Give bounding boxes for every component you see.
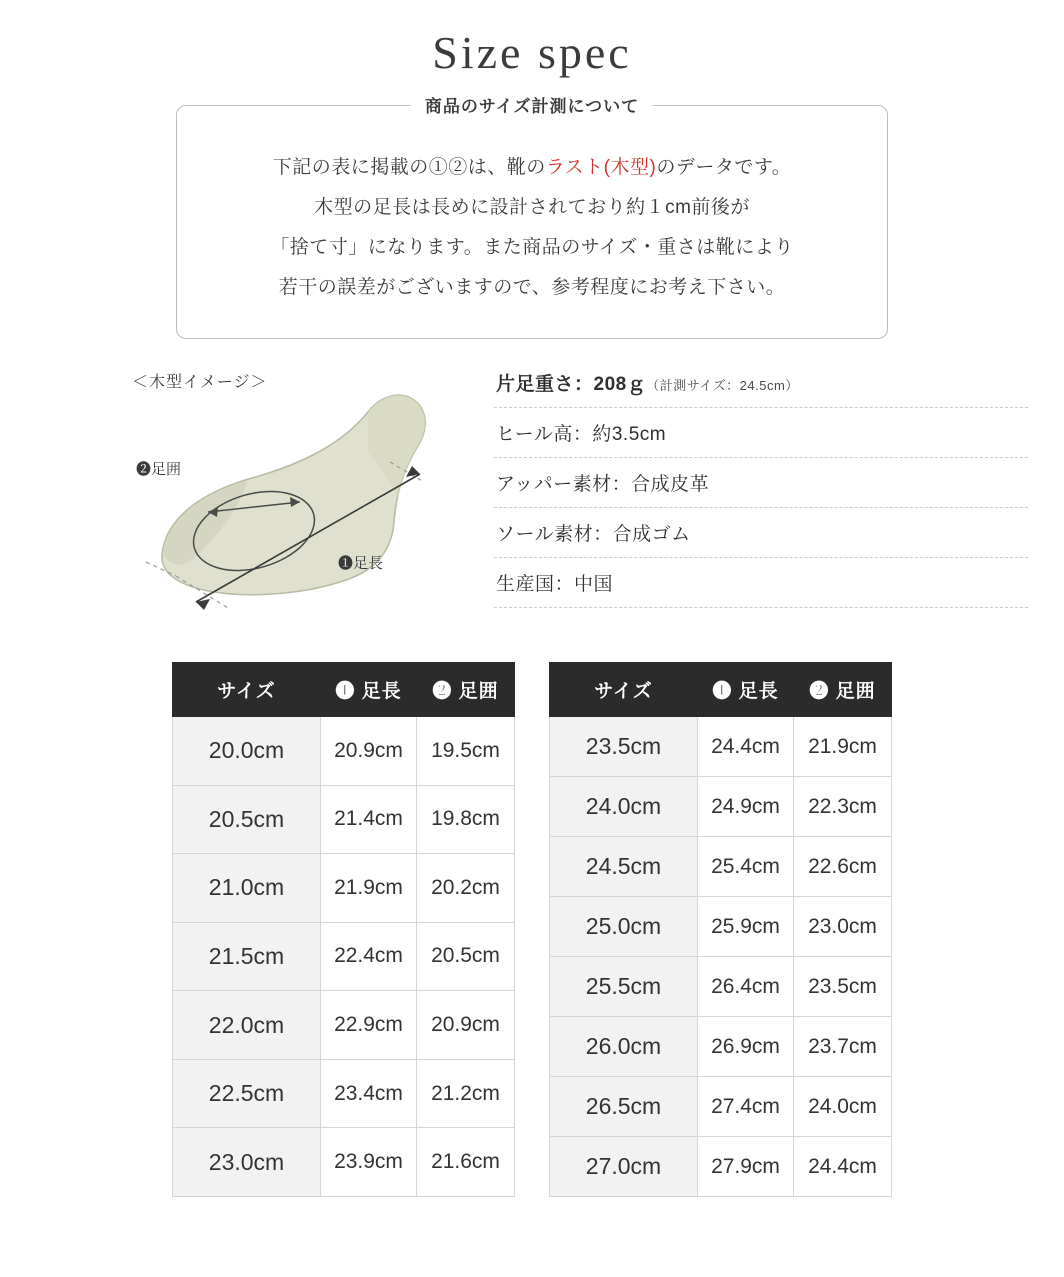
cell-size: 26.0cm [550, 1017, 698, 1077]
note-section [176, 97, 888, 339]
cell-girth: 24.4cm [794, 1137, 892, 1197]
cell-length: 26.9cm [698, 1017, 794, 1077]
cell-girth: 19.8cm [417, 785, 515, 854]
spec-text: ヒール高：約3.5cm [496, 424, 667, 445]
table-row [550, 1077, 892, 1137]
length-label-text: ❶足長 [338, 555, 384, 572]
table-header-length: ❶ 足長 [698, 663, 794, 717]
cell-girth: 20.2cm [417, 854, 515, 923]
note-line-1-highlight: ラスト(木型) [545, 157, 657, 178]
spec-list [476, 361, 1028, 636]
cell-size: 25.5cm [550, 957, 698, 1017]
cell-length: 20.9cm [321, 717, 417, 786]
table-row [173, 854, 515, 923]
spec-row [494, 558, 1028, 608]
cell-size: 23.5cm [550, 717, 698, 777]
cell-length: 22.4cm [321, 922, 417, 991]
cell-girth: 21.6cm [417, 1128, 515, 1197]
size-table-small [172, 662, 515, 1197]
cell-size: 25.0cm [550, 897, 698, 957]
cell-length: 27.9cm [698, 1137, 794, 1197]
cell-girth: 19.5cm [417, 717, 515, 786]
table-header-row [550, 663, 892, 717]
cell-length: 23.4cm [321, 1059, 417, 1128]
cell-girth: 22.3cm [794, 777, 892, 837]
note-line-1-b: のデータです。 [656, 157, 792, 178]
cell-length: 26.4cm [698, 957, 794, 1017]
spec-row [494, 508, 1028, 558]
note-line-2: 木型の足長は長めに設計されており約１cm前後が [314, 197, 750, 218]
cell-size: 27.0cm [550, 1137, 698, 1197]
spec-text: 片足重さ：208ｇ [496, 374, 647, 395]
table-header-length: ❶ 足長 [321, 663, 417, 717]
spec-row [494, 408, 1028, 458]
cell-size: 20.5cm [173, 785, 321, 854]
cell-length: 27.4cm [698, 1077, 794, 1137]
table-row [550, 957, 892, 1017]
cell-girth: 20.5cm [417, 922, 515, 991]
girth-label-text: ❷足囲 [136, 461, 182, 478]
diagram-caption: ＜木型イメージ＞ [132, 374, 268, 391]
table-row [173, 1059, 515, 1128]
note-box [176, 105, 888, 339]
cell-size: 22.0cm [173, 991, 321, 1060]
note-line-4: 若干の誤差がございますので、参考程度にお考え下さい。 [278, 277, 786, 298]
cell-girth: 23.7cm [794, 1017, 892, 1077]
spec-text: アッパー素材：合成皮革 [496, 474, 710, 495]
table-row [173, 1128, 515, 1197]
table-row [550, 777, 892, 837]
table-row [550, 1017, 892, 1077]
spec-row [494, 365, 1028, 408]
cell-size: 20.0cm [173, 717, 321, 786]
cell-length: 24.9cm [698, 777, 794, 837]
table-header-size: サイズ [550, 663, 698, 717]
middle-section [0, 361, 1064, 636]
table-row [550, 897, 892, 957]
shoe-last-illustration [132, 386, 472, 636]
note-legend: 商品のサイズ計測について [411, 92, 653, 117]
spec-text: ソール素材：合成ゴム [496, 524, 691, 545]
last-diagram-panel [36, 361, 476, 636]
note-line-3: 「捨て寸」になります。また商品のサイズ・重さは靴により [270, 237, 794, 258]
cell-size: 21.0cm [173, 854, 321, 923]
cell-girth: 21.2cm [417, 1059, 515, 1128]
table-row [173, 991, 515, 1060]
cell-length: 21.4cm [321, 785, 417, 854]
cell-length: 22.9cm [321, 991, 417, 1060]
size-tables [0, 662, 1064, 1197]
note-line-1 [197, 148, 867, 188]
cell-length: 25.9cm [698, 897, 794, 957]
table-row [550, 837, 892, 897]
table-header-size: サイズ [173, 663, 321, 717]
spec-row [494, 458, 1028, 508]
page-title: Size spec [432, 27, 632, 78]
cell-size: 26.5cm [550, 1077, 698, 1137]
table-row [550, 717, 892, 777]
spec-sub: （計測サイズ：24.5cm） [646, 378, 799, 393]
cell-size: 22.5cm [173, 1059, 321, 1128]
size-table-large [549, 662, 892, 1197]
table-row [173, 717, 515, 786]
cell-size: 24.0cm [550, 777, 698, 837]
cell-girth: 23.0cm [794, 897, 892, 957]
table-row [550, 1137, 892, 1197]
cell-size: 24.5cm [550, 837, 698, 897]
table-header-girth: ❷ 足囲 [794, 663, 892, 717]
table-row [173, 922, 515, 991]
table-row [173, 785, 515, 854]
cell-girth: 20.9cm [417, 991, 515, 1060]
cell-length: 24.4cm [698, 717, 794, 777]
cell-length: 23.9cm [321, 1128, 417, 1197]
cell-length: 25.4cm [698, 837, 794, 897]
cell-size: 21.5cm [173, 922, 321, 991]
cell-size: 23.0cm [173, 1128, 321, 1197]
note-line-1-a: 下記の表に掲載の①②は、靴の [272, 157, 546, 178]
cell-girth: 22.6cm [794, 837, 892, 897]
cell-girth: 21.9cm [794, 717, 892, 777]
cell-girth: 24.0cm [794, 1077, 892, 1137]
table-header-girth: ❷ 足囲 [417, 663, 515, 717]
cell-length: 21.9cm [321, 854, 417, 923]
table-header-row [173, 663, 515, 717]
spec-text: 生産国：中国 [496, 574, 614, 595]
cell-girth: 23.5cm [794, 957, 892, 1017]
